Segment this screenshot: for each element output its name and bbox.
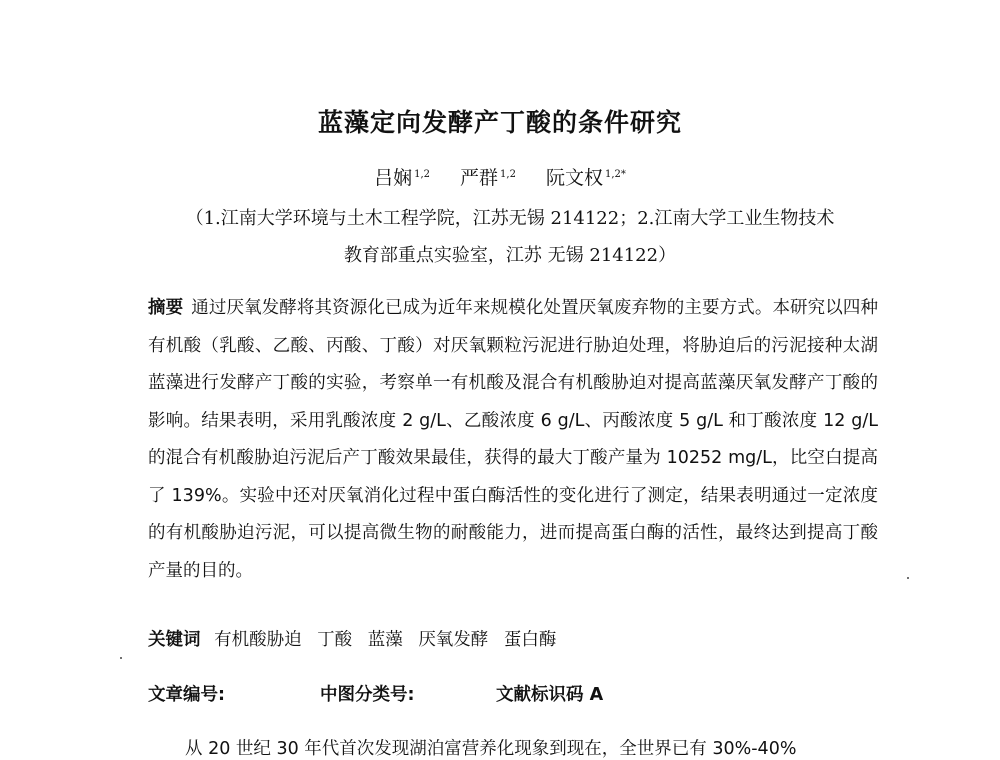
scan-speck bbox=[120, 657, 122, 659]
author-affil-mark: 1,2* bbox=[605, 168, 626, 180]
keyword: 蓝藻 bbox=[367, 630, 403, 650]
clc-number-label: 中图分类号: bbox=[320, 685, 415, 705]
author-affil-mark: 1,2 bbox=[500, 168, 516, 180]
author-affil-mark: 1,2 bbox=[414, 168, 430, 180]
abstract-text: 通过厌氧发酵将其资源化已成为近年来规模化处置厌氧废弃物的主要方式。本研究以四种有机酸（乳酸、乙酸、丙酸、丁酸）对厌氧颗粒污泥进行胁迫处理，将胁迫后的污泥接种太湖蓝藻进行发酵产丁酸的实验，考察单一有机酸及混合有机酸胁迫对提高蓝藻厌氧发酵产丁酸的影响。结果表明，采用乳酸浓度 2 g/L、乙酸浓度 6 g/L、丙酸浓度 5 g/L 和丁酸浓度 12 g/L 的混合有机酸胁迫污泥后产丁酸效果最佳，获得的最大丁酸产量为 10252 mg/L，比空白提高了 139%。实验中还对厌氧消化过程中蛋白酶活性的变化进行了测定，结果表明通过一定浓度的有机酸胁迫污泥，可以提高微生物的耐酸能力，进而提高蛋白酶的活性，最终达到提高丁酸产量的目的。 bbox=[148, 298, 879, 581]
affiliation-line: （1.江南大学环境与土木工程学院，江苏无锡 214122；2.江南大学工业生物技术 bbox=[185, 208, 835, 229]
paper-title: 蓝藻定向发酵产丁酸的条件研究 bbox=[317, 108, 682, 137]
abstract-label: 摘要 bbox=[148, 298, 184, 318]
body-paragraph: 从 20 世纪 30 年代首次发现湖泊富营养化现象到现在，全世界已有 30%-40% bbox=[185, 739, 797, 759]
author-name: 阮文权 bbox=[546, 167, 604, 189]
keyword: 蛋白酶 bbox=[503, 630, 557, 650]
keywords-label: 关键词 bbox=[148, 630, 201, 650]
document-code: 文献标识码 A bbox=[496, 685, 604, 705]
keyword: 丁酸 bbox=[317, 630, 353, 650]
author-name: 吕娴 bbox=[374, 167, 413, 189]
abstract bbox=[148, 290, 878, 590]
article-number-label: 文章编号: bbox=[148, 685, 225, 705]
keyword: 有机酸胁迫 bbox=[214, 630, 302, 650]
affiliation-line: 教育部重点实验室，江苏 无锡 214122） bbox=[343, 245, 677, 266]
author bbox=[460, 163, 516, 190]
affiliations bbox=[130, 200, 890, 274]
scan-speck bbox=[907, 577, 909, 579]
author bbox=[374, 163, 430, 190]
keyword: 厌氧发酵 bbox=[418, 630, 489, 650]
author bbox=[546, 163, 626, 190]
author-list bbox=[0, 163, 1000, 190]
author-name: 严群 bbox=[460, 167, 499, 189]
keywords bbox=[148, 626, 566, 651]
